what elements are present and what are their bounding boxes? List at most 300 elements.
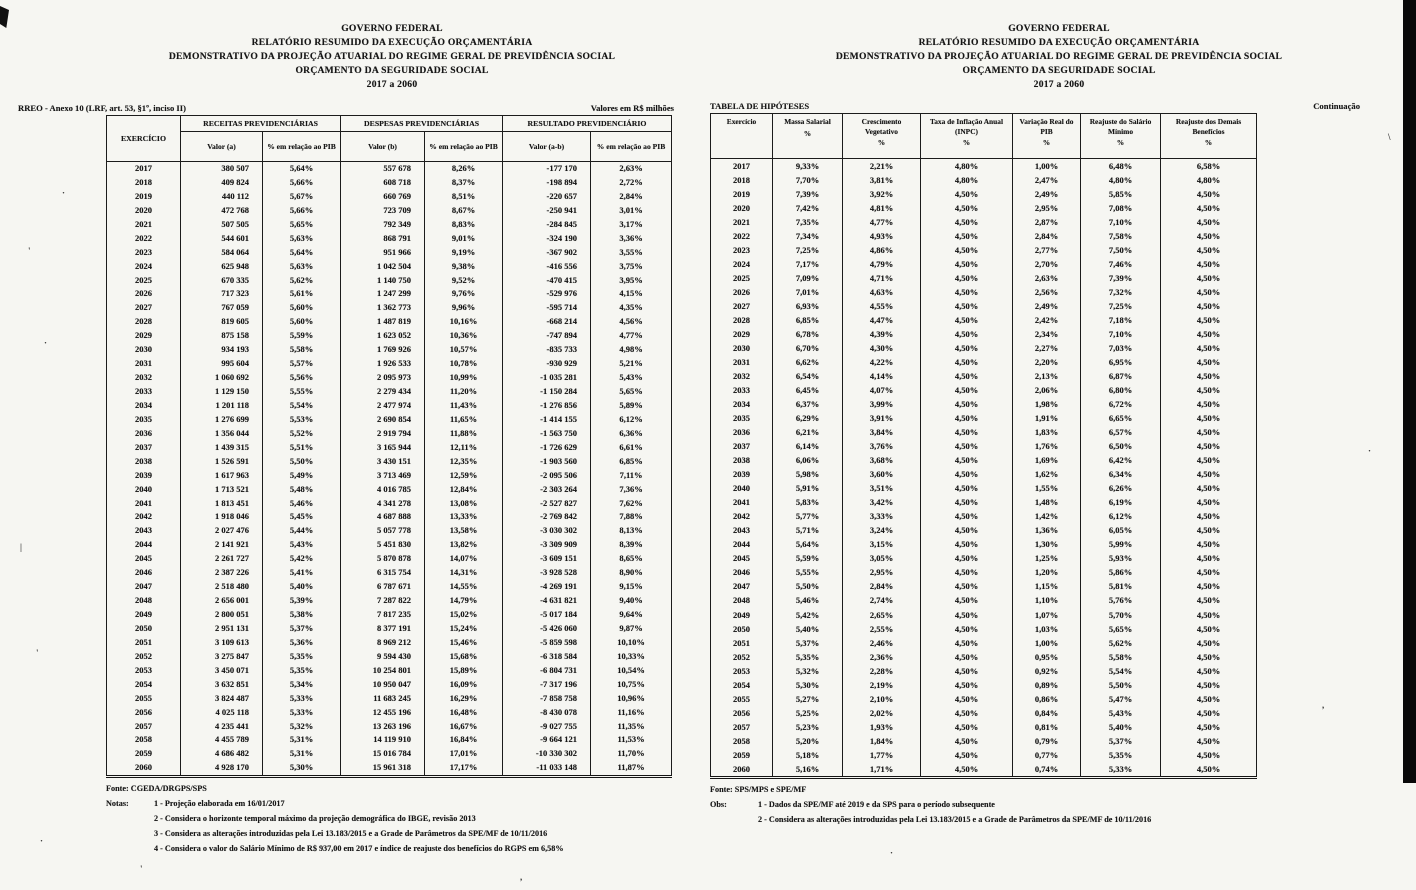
- col-header-variacao-pib: Variação Real do PIB %: [1013, 114, 1081, 159]
- col-header-exercicio: Exercício: [711, 114, 773, 159]
- cell-resultado-pct: 7,36%: [591, 483, 672, 497]
- cell-massa-salarial: 6,14%: [773, 439, 843, 453]
- projection-table-row: [107, 552, 672, 566]
- hipoteses-table-row: [711, 762, 1257, 778]
- cell-massa-salarial: 6,93%: [773, 299, 843, 313]
- cell-despesa-valor: 1 140 750: [341, 274, 425, 288]
- cell-crescimento-vegetativo: 1,77%: [843, 748, 921, 762]
- cell-exercicio: 2021: [107, 218, 181, 232]
- cell-reajuste-sm: 5,33%: [1081, 762, 1161, 778]
- cell-massa-salarial: 6,62%: [773, 355, 843, 369]
- projection-table-row: [107, 455, 672, 469]
- cell-resultado-valor: -1 563 750: [503, 427, 591, 441]
- cell-exercicio: 2030: [711, 341, 773, 355]
- cell-receita-pct: 5,52%: [263, 427, 341, 441]
- cell-crescimento-vegetativo: 4,47%: [843, 313, 921, 327]
- cell-variacao-pib: 1,20%: [1013, 565, 1081, 579]
- cell-exercicio: 2054: [107, 678, 181, 692]
- cell-receita-valor: 1 918 046: [181, 510, 263, 524]
- cell-exercicio: 2040: [711, 481, 773, 495]
- hipoteses-table-row: [711, 257, 1257, 271]
- cell-massa-salarial: 5,35%: [773, 650, 843, 664]
- cell-resultado-valor: -198 894: [503, 176, 591, 190]
- cell-receita-pct: 5,62%: [263, 274, 341, 288]
- cell-exercicio: 2035: [711, 411, 773, 425]
- title-line-period: 2017 a 2060: [366, 79, 418, 90]
- cell-variacao-pib: 2,87%: [1013, 215, 1081, 229]
- hipoteses-table-row: [711, 369, 1257, 383]
- cell-despesa-valor: 1 487 819: [341, 315, 425, 329]
- cell-receita-pct: 5,45%: [263, 510, 341, 524]
- hipoteses-table-row: [711, 201, 1257, 215]
- cell-receita-valor: 934 193: [181, 343, 263, 357]
- cell-inpc: 4,50%: [921, 636, 1013, 650]
- cell-massa-salarial: 7,42%: [773, 201, 843, 215]
- cell-reajuste-demais: 4,50%: [1161, 537, 1257, 551]
- cell-crescimento-vegetativo: 2,46%: [843, 636, 921, 650]
- cell-inpc: 4,50%: [921, 439, 1013, 453]
- cell-despesa-valor: 11 683 245: [341, 692, 425, 706]
- cell-resultado-valor: -1 276 856: [503, 399, 591, 413]
- cell-resultado-pct: 8,65%: [591, 552, 672, 566]
- cell-exercicio: 2056: [711, 706, 773, 720]
- projection-table-row: [107, 733, 672, 747]
- cell-resultado-pct: 9,64%: [591, 608, 672, 622]
- cell-receita-pct: 5,41%: [263, 566, 341, 580]
- cell-receita-pct: 5,30%: [263, 761, 341, 776]
- cell-inpc: 4,50%: [921, 622, 1013, 636]
- cell-reajuste-demais: 4,50%: [1161, 285, 1257, 299]
- cell-reajuste-demais: 4,50%: [1161, 187, 1257, 201]
- cell-resultado-valor: -11 033 148: [503, 761, 591, 776]
- cell-variacao-pib: 1,98%: [1013, 397, 1081, 411]
- cell-massa-salarial: 7,39%: [773, 187, 843, 201]
- cell-variacao-pib: 0,74%: [1013, 762, 1081, 778]
- title-line-gov: GOVERNO FEDERAL: [1008, 23, 1110, 34]
- cell-receita-pct: 5,59%: [263, 329, 341, 343]
- cell-exercicio: 2034: [107, 399, 181, 413]
- cell-variacao-pib: 1,48%: [1013, 495, 1081, 509]
- cell-resultado-valor: -529 976: [503, 287, 591, 301]
- cell-receita-valor: 2 656 001: [181, 594, 263, 608]
- hipoteses-table-row: [711, 243, 1257, 257]
- cell-crescimento-vegetativo: 3,05%: [843, 551, 921, 565]
- cell-despesa-valor: 5 451 830: [341, 538, 425, 552]
- cell-variacao-pib: 1,00%: [1013, 636, 1081, 650]
- cell-exercicio: 2036: [107, 427, 181, 441]
- cell-resultado-pct: 4,15%: [591, 287, 672, 301]
- cell-massa-salarial: 7,17%: [773, 257, 843, 271]
- cell-reajuste-sm: 5,85%: [1081, 187, 1161, 201]
- cell-resultado-valor: -8 430 078: [503, 706, 591, 720]
- cell-despesa-valor: 2 279 434: [341, 385, 425, 399]
- cell-receita-pct: 5,31%: [263, 733, 341, 747]
- cell-exercicio: 2020: [107, 204, 181, 218]
- cell-resultado-pct: 6,36%: [591, 427, 672, 441]
- cell-reajuste-sm: 7,46%: [1081, 257, 1161, 271]
- cell-resultado-pct: 5,89%: [591, 399, 672, 413]
- cell-despesa-pct: 15,89%: [425, 664, 503, 678]
- cell-exercicio: 2051: [107, 636, 181, 650]
- cell-reajuste-demais: 4,50%: [1161, 257, 1257, 271]
- cell-exercicio: 2026: [107, 287, 181, 301]
- obs-2: 2 - Considera as alterações introduzidas pela Lei 13.183/2015 e a Grade de Parâmetros da SPE/MF de 10/11/2016: [758, 814, 1152, 824]
- cell-reajuste-demais: 4,50%: [1161, 243, 1257, 257]
- cell-crescimento-vegetativo: 1,84%: [843, 734, 921, 748]
- cell-resultado-pct: 3,55%: [591, 246, 672, 260]
- cell-reajuste-sm: 7,08%: [1081, 201, 1161, 215]
- cell-receita-pct: 5,60%: [263, 301, 341, 315]
- cell-reajuste-demais: 4,50%: [1161, 327, 1257, 341]
- cell-crescimento-vegetativo: 2,10%: [843, 692, 921, 706]
- cell-despesa-valor: 1 769 926: [341, 343, 425, 357]
- cell-reajuste-sm: 6,50%: [1081, 439, 1161, 453]
- cell-receita-valor: 4 025 118: [181, 706, 263, 720]
- cell-reajuste-sm: 6,72%: [1081, 397, 1161, 411]
- cell-despesa-valor: 8 969 212: [341, 636, 425, 650]
- cell-crescimento-vegetativo: 2,65%: [843, 608, 921, 622]
- cell-variacao-pib: 1,91%: [1013, 411, 1081, 425]
- cell-reajuste-demais: 4,50%: [1161, 650, 1257, 664]
- hipoteses-table-row: [711, 187, 1257, 201]
- cell-variacao-pib: 1,03%: [1013, 622, 1081, 636]
- cell-exercicio: 2026: [711, 285, 773, 299]
- cell-variacao-pib: 2,06%: [1013, 383, 1081, 397]
- cell-reajuste-sm: 6,48%: [1081, 159, 1161, 174]
- cell-massa-salarial: 7,09%: [773, 271, 843, 285]
- cell-despesa-pct: 9,76%: [425, 287, 503, 301]
- col-header-valor-ab: Valor (a-b): [503, 132, 591, 162]
- cell-crescimento-vegetativo: 2,84%: [843, 579, 921, 593]
- cell-despesa-valor: 1 926 533: [341, 357, 425, 371]
- projection-table-row: [107, 260, 672, 274]
- cell-resultado-pct: 2,72%: [591, 176, 672, 190]
- cell-inpc: 4,50%: [921, 692, 1013, 706]
- cell-resultado-valor: -7 317 196: [503, 678, 591, 692]
- cell-exercicio: 2035: [107, 413, 181, 427]
- cell-exercicio: 2022: [711, 229, 773, 243]
- cell-receita-pct: 5,35%: [263, 664, 341, 678]
- cell-variacao-pib: 2,27%: [1013, 341, 1081, 355]
- cell-reajuste-demais: 4,50%: [1161, 664, 1257, 678]
- cell-crescimento-vegetativo: 1,71%: [843, 762, 921, 778]
- cell-massa-salarial: 7,34%: [773, 229, 843, 243]
- scan-corner-mark: [0, 6, 9, 28]
- projection-table-row: [107, 566, 672, 580]
- cell-receita-valor: 380 507: [181, 162, 263, 176]
- cell-massa-salarial: 7,70%: [773, 173, 843, 187]
- cell-reajuste-demais: 4,50%: [1161, 439, 1257, 453]
- cell-crescimento-vegetativo: 3,42%: [843, 495, 921, 509]
- cell-reajuste-sm: 7,32%: [1081, 285, 1161, 299]
- cell-despesa-pct: 9,52%: [425, 274, 503, 288]
- cell-massa-salarial: 5,77%: [773, 509, 843, 523]
- cell-crescimento-vegetativo: 1,93%: [843, 720, 921, 734]
- cell-crescimento-vegetativo: 4,14%: [843, 369, 921, 383]
- cell-inpc: 4,80%: [921, 159, 1013, 174]
- cell-receita-pct: 5,67%: [263, 190, 341, 204]
- tabela-hipoteses: [710, 113, 1257, 779]
- hipoteses-table-row: [711, 481, 1257, 495]
- cell-reajuste-sm: 6,42%: [1081, 453, 1161, 467]
- hipoteses-table-row: [711, 467, 1257, 481]
- hipoteses-table-row: [711, 229, 1257, 243]
- cell-resultado-valor: -4 631 821: [503, 594, 591, 608]
- cell-reajuste-demais: 4,50%: [1161, 481, 1257, 495]
- cell-resultado-valor: -835 733: [503, 343, 591, 357]
- cell-inpc: 4,50%: [921, 748, 1013, 762]
- cell-despesa-pct: 14,31%: [425, 566, 503, 580]
- cell-reajuste-demais: 4,80%: [1161, 173, 1257, 187]
- cell-despesa-valor: 2 477 974: [341, 399, 425, 413]
- col-header-valor-a: Valor (a): [181, 132, 263, 162]
- cell-receita-valor: 1 526 591: [181, 455, 263, 469]
- cell-receita-pct: 5,39%: [263, 594, 341, 608]
- cell-receita-pct: 5,50%: [263, 455, 341, 469]
- cell-resultado-valor: -1 726 629: [503, 441, 591, 455]
- left-footnotes: [106, 781, 674, 856]
- cell-reajuste-demais: 4,50%: [1161, 201, 1257, 215]
- cell-despesa-valor: 1 042 504: [341, 260, 425, 274]
- cell-variacao-pib: 2,20%: [1013, 355, 1081, 369]
- cell-despesa-pct: 14,79%: [425, 594, 503, 608]
- cell-reajuste-sm: 5,58%: [1081, 650, 1161, 664]
- projection-table-row: [107, 204, 672, 218]
- cell-inpc: 4,50%: [921, 187, 1013, 201]
- hipoteses-table-row: [711, 622, 1257, 636]
- cell-despesa-valor: 14 119 910: [341, 733, 425, 747]
- cell-exercicio: 2037: [711, 439, 773, 453]
- projection-table-row: [107, 580, 672, 594]
- cell-inpc: 4,50%: [921, 565, 1013, 579]
- cell-receita-pct: 5,51%: [263, 441, 341, 455]
- cell-exercicio: 2018: [711, 173, 773, 187]
- cell-exercicio: 2050: [711, 622, 773, 636]
- cell-resultado-pct: 7,88%: [591, 510, 672, 524]
- cell-exercicio: 2047: [107, 580, 181, 594]
- cell-despesa-valor: 792 349: [341, 218, 425, 232]
- cell-reajuste-sm: 7,58%: [1081, 229, 1161, 243]
- cell-exercicio: 2043: [107, 524, 181, 538]
- col-header-valor-b: Valor (b): [341, 132, 425, 162]
- cell-resultado-valor: -2 303 264: [503, 483, 591, 497]
- cell-resultado-valor: -668 214: [503, 315, 591, 329]
- cell-variacao-pib: 0,86%: [1013, 692, 1081, 706]
- hipoteses-table-row: [711, 397, 1257, 411]
- cell-reajuste-sm: 4,80%: [1081, 173, 1161, 187]
- cell-exercicio: 2031: [711, 355, 773, 369]
- cell-receita-pct: 5,44%: [263, 524, 341, 538]
- cell-crescimento-vegetativo: 3,15%: [843, 537, 921, 551]
- nota-1: 1 - Projeção elaborada em 16/01/2017: [154, 799, 285, 809]
- cell-reajuste-sm: 5,62%: [1081, 636, 1161, 650]
- cell-exercicio: 2023: [711, 243, 773, 257]
- projection-table-row: [107, 650, 672, 664]
- cell-exercicio: 2018: [107, 176, 181, 190]
- scan-edge-strip: [1403, 0, 1416, 783]
- cell-resultado-pct: 10,54%: [591, 664, 672, 678]
- cell-variacao-pib: 0,79%: [1013, 734, 1081, 748]
- cell-exercicio: 2045: [107, 552, 181, 566]
- cell-resultado-pct: 5,21%: [591, 357, 672, 371]
- cell-inpc: 4,50%: [921, 383, 1013, 397]
- projection-table-row: [107, 483, 672, 497]
- cell-exercicio: 2058: [107, 733, 181, 747]
- cell-exercicio: 2049: [107, 608, 181, 622]
- cell-receita-pct: 5,36%: [263, 636, 341, 650]
- cell-variacao-pib: 2,56%: [1013, 285, 1081, 299]
- cell-despesa-pct: 12,84%: [425, 483, 503, 497]
- cell-despesa-valor: 608 718: [341, 176, 425, 190]
- left-values-note: Valores em R$ milhões: [590, 103, 674, 113]
- cell-inpc: 4,50%: [921, 299, 1013, 313]
- title-line-orcamento: ORÇAMENTO DA SEGURIDADE SOCIAL: [962, 65, 1156, 76]
- cell-variacao-pib: 1,25%: [1013, 551, 1081, 565]
- cell-resultado-pct: 3,75%: [591, 260, 672, 274]
- cell-crescimento-vegetativo: 2,28%: [843, 664, 921, 678]
- cell-despesa-pct: 16,84%: [425, 733, 503, 747]
- hipoteses-table-row: [711, 664, 1257, 678]
- cell-variacao-pib: 2,49%: [1013, 299, 1081, 313]
- cell-despesa-valor: 5 057 778: [341, 524, 425, 538]
- cell-despesa-pct: 16,09%: [425, 678, 503, 692]
- cell-inpc: 4,50%: [921, 411, 1013, 425]
- projection-table-row: [107, 469, 672, 483]
- nota-4: 4 - Considera o valor do Salário Mínimo de R$ 937,00 em 2017 e índice de reajuste dos benefícios do RGPS em 6,58%: [154, 844, 564, 854]
- cell-despesa-valor: 723 709: [341, 204, 425, 218]
- cell-despesa-pct: 12,35%: [425, 455, 503, 469]
- cell-crescimento-vegetativo: 4,77%: [843, 215, 921, 229]
- cell-variacao-pib: 0,84%: [1013, 706, 1081, 720]
- cell-crescimento-vegetativo: 2,02%: [843, 706, 921, 720]
- hipoteses-table-row: [711, 271, 1257, 285]
- cell-variacao-pib: 1,36%: [1013, 523, 1081, 537]
- cell-inpc: 4,50%: [921, 650, 1013, 664]
- cell-despesa-valor: 7 287 822: [341, 594, 425, 608]
- cell-receita-pct: 5,60%: [263, 315, 341, 329]
- cell-exercicio: 2047: [711, 579, 773, 593]
- cell-despesa-valor: 660 769: [341, 190, 425, 204]
- cell-massa-salarial: 5,23%: [773, 720, 843, 734]
- title-line-report: RELATÓRIO RESUMIDO DA EXECUÇÃO ORÇAMENTÁRIA: [918, 37, 1200, 48]
- cell-resultado-pct: 11,53%: [591, 733, 672, 747]
- cell-massa-salarial: 6,21%: [773, 425, 843, 439]
- cell-receita-valor: 584 064: [181, 246, 263, 260]
- cell-receita-pct: 5,46%: [263, 497, 341, 511]
- cell-variacao-pib: 2,47%: [1013, 173, 1081, 187]
- projection-table-row: [107, 427, 672, 441]
- cell-exercicio: 2039: [107, 469, 181, 483]
- cell-despesa-pct: 8,51%: [425, 190, 503, 204]
- cell-receita-pct: 5,58%: [263, 343, 341, 357]
- cell-crescimento-vegetativo: 4,93%: [843, 229, 921, 243]
- left-table-meta: [18, 103, 674, 113]
- cell-receita-pct: 5,49%: [263, 469, 341, 483]
- projection-table-row: [107, 246, 672, 260]
- cell-despesa-valor: 1 623 052: [341, 329, 425, 343]
- cell-resultado-pct: 11,16%: [591, 706, 672, 720]
- cell-receita-valor: 507 505: [181, 218, 263, 232]
- cell-receita-valor: 767 059: [181, 301, 263, 315]
- hipoteses-table-row: [711, 215, 1257, 229]
- cell-crescimento-vegetativo: 3,51%: [843, 481, 921, 495]
- projection-table-row: [107, 664, 672, 678]
- hipoteses-table-row: [711, 313, 1257, 327]
- cell-inpc: 4,50%: [921, 467, 1013, 481]
- cell-exercicio: 2036: [711, 425, 773, 439]
- hipoteses-table-row: [711, 678, 1257, 692]
- cell-reajuste-demais: 4,50%: [1161, 523, 1257, 537]
- cell-despesa-valor: 9 594 430: [341, 650, 425, 664]
- cell-despesa-valor: 557 678: [341, 162, 425, 176]
- cell-exercicio: 2022: [107, 232, 181, 246]
- cell-inpc: 4,50%: [921, 537, 1013, 551]
- cell-despesa-valor: 868 791: [341, 232, 425, 246]
- right-fonte: Fonte: SPS/MPS e SPE/MF: [710, 784, 807, 794]
- cell-resultado-valor: -367 902: [503, 246, 591, 260]
- cell-reajuste-sm: 6,65%: [1081, 411, 1161, 425]
- cell-exercicio: 2052: [107, 650, 181, 664]
- cell-despesa-valor: 4 687 888: [341, 510, 425, 524]
- notas-items: [140, 796, 674, 856]
- cell-receita-valor: 1 713 521: [181, 483, 263, 497]
- cell-resultado-pct: 5,43%: [591, 371, 672, 385]
- projection-table-row: [107, 162, 672, 176]
- cell-receita-valor: 3 450 071: [181, 664, 263, 678]
- cell-massa-salarial: 5,46%: [773, 593, 843, 607]
- cell-despesa-valor: 12 455 196: [341, 706, 425, 720]
- cell-crescimento-vegetativo: 3,68%: [843, 453, 921, 467]
- cell-crescimento-vegetativo: 4,07%: [843, 383, 921, 397]
- cell-despesa-valor: 2 095 973: [341, 371, 425, 385]
- cell-exercicio: 2046: [107, 566, 181, 580]
- cell-reajuste-demais: 4,50%: [1161, 565, 1257, 579]
- cell-reajuste-demais: 4,50%: [1161, 748, 1257, 762]
- cell-receita-valor: 2 141 921: [181, 538, 263, 552]
- obs-items: [744, 797, 1360, 827]
- cell-reajuste-demais: 4,50%: [1161, 355, 1257, 369]
- cell-receita-pct: 5,32%: [263, 720, 341, 734]
- cell-despesa-valor: 3 165 944: [341, 441, 425, 455]
- cell-resultado-valor: -747 894: [503, 329, 591, 343]
- cell-exercicio: 2029: [107, 329, 181, 343]
- cell-reajuste-sm: 7,25%: [1081, 299, 1161, 313]
- cell-exercicio: 2060: [711, 762, 773, 778]
- cell-variacao-pib: 1,42%: [1013, 509, 1081, 523]
- cell-massa-salarial: 5,83%: [773, 495, 843, 509]
- cell-resultado-pct: 10,96%: [591, 692, 672, 706]
- cell-resultado-pct: 8,90%: [591, 566, 672, 580]
- cell-reajuste-demais: 4,50%: [1161, 425, 1257, 439]
- cell-reajuste-demais: 4,50%: [1161, 608, 1257, 622]
- cell-receita-pct: 5,48%: [263, 483, 341, 497]
- cell-crescimento-vegetativo: 4,55%: [843, 299, 921, 313]
- cell-resultado-pct: 4,98%: [591, 343, 672, 357]
- cell-receita-valor: 2 261 727: [181, 552, 263, 566]
- cell-resultado-pct: 3,17%: [591, 218, 672, 232]
- hipoteses-table-row: [711, 579, 1257, 593]
- cell-reajuste-sm: 6,57%: [1081, 425, 1161, 439]
- hipoteses-table-row: [711, 355, 1257, 369]
- cell-despesa-valor: 4 016 785: [341, 483, 425, 497]
- cell-resultado-pct: 2,63%: [591, 162, 672, 176]
- cell-exercicio: 2059: [107, 747, 181, 761]
- cell-reajuste-demais: 4,50%: [1161, 453, 1257, 467]
- cell-resultado-valor: -7 858 758: [503, 692, 591, 706]
- projection-table-row: [107, 706, 672, 720]
- cell-variacao-pib: 1,10%: [1013, 593, 1081, 607]
- cell-exercicio: 2042: [711, 509, 773, 523]
